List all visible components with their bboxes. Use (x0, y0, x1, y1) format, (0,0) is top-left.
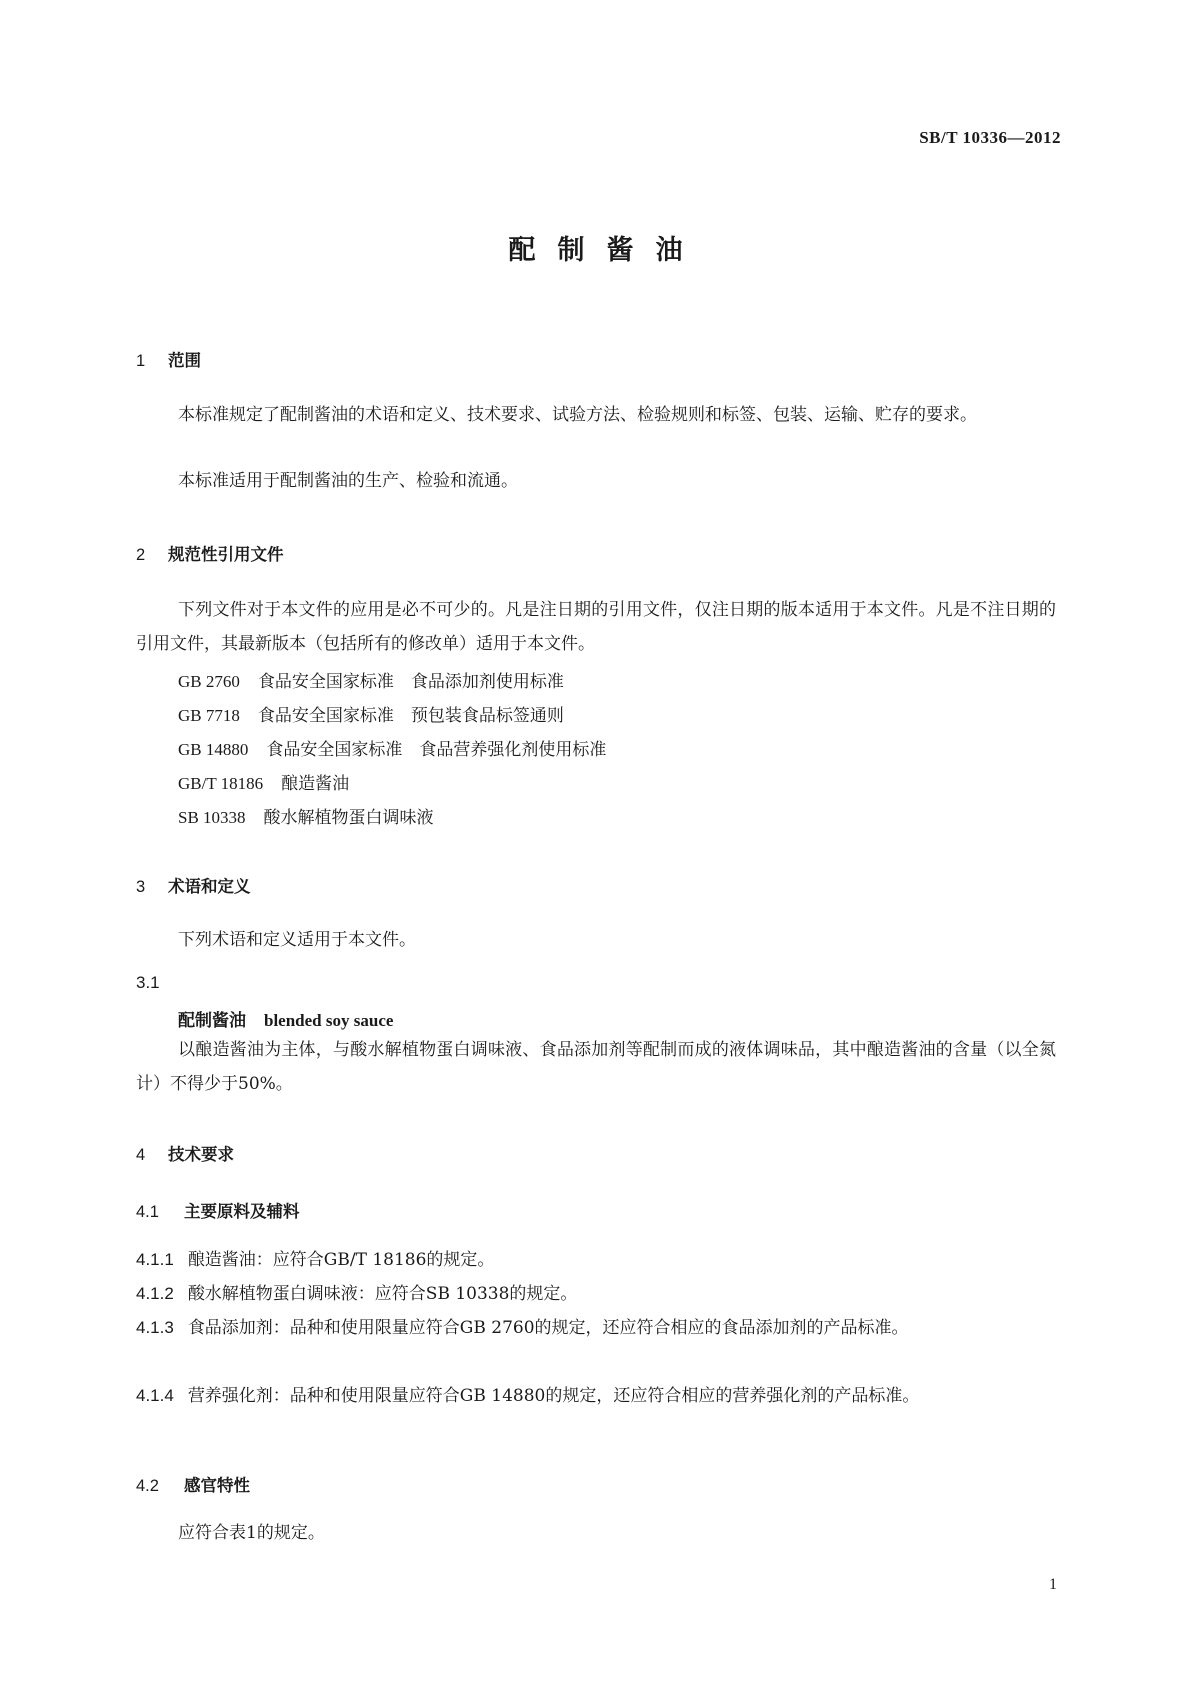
section-title: 技术要求 (168, 1145, 234, 1164)
terms-intro: 下列术语和定义适用于本文件。 (178, 930, 416, 950)
requirement-item (136, 1379, 1056, 1413)
reference-code: SB 10338 (178, 808, 246, 827)
section-4-heading (136, 1141, 234, 1165)
term-chinese: 配制酱油 (178, 1011, 246, 1031)
reference-item (178, 803, 434, 828)
reference-title: 食品安全国家标准 预包装食品标签通则 (257, 706, 564, 726)
section-number: 3 (136, 878, 146, 896)
scope-paragraph-2: 本标准适用于配制酱油的生产、检验和流通。 (178, 471, 518, 491)
section-title: 范围 (168, 351, 201, 370)
reference-title: 食品安全国家标准 食品添加剂使用标准 (257, 672, 564, 692)
requirement-number: 4.1.1 (136, 1250, 174, 1269)
requirement-item (136, 1311, 1056, 1345)
reference-code: GB 2760 (178, 672, 240, 691)
sensory-paragraph: 应符合表1的规定。 (178, 1523, 325, 1543)
subsection-title: 感官特性 (184, 1476, 250, 1495)
subsection-4-1-heading (136, 1198, 300, 1222)
requirement-number: 4.1.2 (136, 1284, 174, 1303)
term-number: 3.1 (136, 973, 160, 992)
scope-paragraph-1: 本标准规定了配制酱油的术语和定义、技术要求、试验方法、检验规则和标签、包装、运输、贮存的要求。 (178, 405, 977, 425)
reference-title: 食品安全国家标准 食品营养强化剂使用标准 (266, 740, 607, 760)
term-definition: 以酿造酱油为主体，与酸水解植物蛋白调味液、食品添加剂等配制而成的液体调味品，其中酿造酱油的含量（以全氮计）不得少于50%。 (136, 1040, 1056, 1094)
section-1-heading (136, 347, 201, 371)
section-number: 4 (136, 1146, 146, 1164)
requirement-item (136, 1243, 1056, 1277)
section-number: 1 (136, 352, 146, 370)
requirement-text: 酸水解植物蛋白调味液：应符合SB 10338的规定。 (187, 1284, 578, 1304)
references-intro: 下列文件对于本文件的应用是必不可少的。凡是注日期的引用文件，仅注日期的版本适用于本文件。凡是不注日期的引用文件，其最新版本（包括所有的修改单）适用于本文件。 (136, 600, 1056, 654)
requirement-text: 食品添加剂：品种和使用限量应符合GB 2760的规定，还应符合相应的食品添加剂的产品标准。 (187, 1318, 909, 1338)
document-title: 配制酱油 (508, 235, 705, 266)
subsection-title: 主要原料及辅料 (184, 1202, 300, 1221)
reference-title: 酿造酱油 (281, 774, 350, 794)
standard-code: SB/T 10336—2012 (919, 128, 1061, 147)
reference-item (178, 701, 564, 726)
term-english: blended soy sauce (264, 1011, 394, 1030)
page-number: 1 (1049, 1576, 1057, 1593)
section-2-heading (136, 541, 284, 565)
requirement-number: 4.1.4 (136, 1386, 174, 1405)
reference-item (178, 735, 606, 760)
requirement-item (136, 1277, 1056, 1311)
reference-code: GB 7718 (178, 706, 240, 725)
reference-code: GB 14880 (178, 740, 249, 759)
requirement-text: 酿造酱油：应符合GB/T 18186的规定。 (187, 1250, 495, 1270)
reference-code: GB/T 18186 (178, 774, 264, 793)
subsection-number: 4.2 (136, 1477, 159, 1495)
section-title: 术语和定义 (168, 877, 251, 896)
requirement-text: 营养强化剂：品种和使用限量应符合GB 14880的规定，还应符合相应的营养强化剂的产品标准。 (187, 1386, 920, 1406)
section-3-heading (136, 873, 251, 897)
section-title: 规范性引用文件 (168, 545, 284, 564)
subsection-4-2-heading (136, 1472, 250, 1496)
section-number: 2 (136, 546, 146, 564)
reference-item (178, 667, 564, 692)
term-heading (178, 1006, 393, 1031)
subsection-number: 4.1 (136, 1203, 159, 1221)
requirement-number: 4.1.3 (136, 1318, 174, 1337)
reference-title: 酸水解植物蛋白调味液 (263, 808, 434, 828)
reference-item (178, 769, 349, 794)
